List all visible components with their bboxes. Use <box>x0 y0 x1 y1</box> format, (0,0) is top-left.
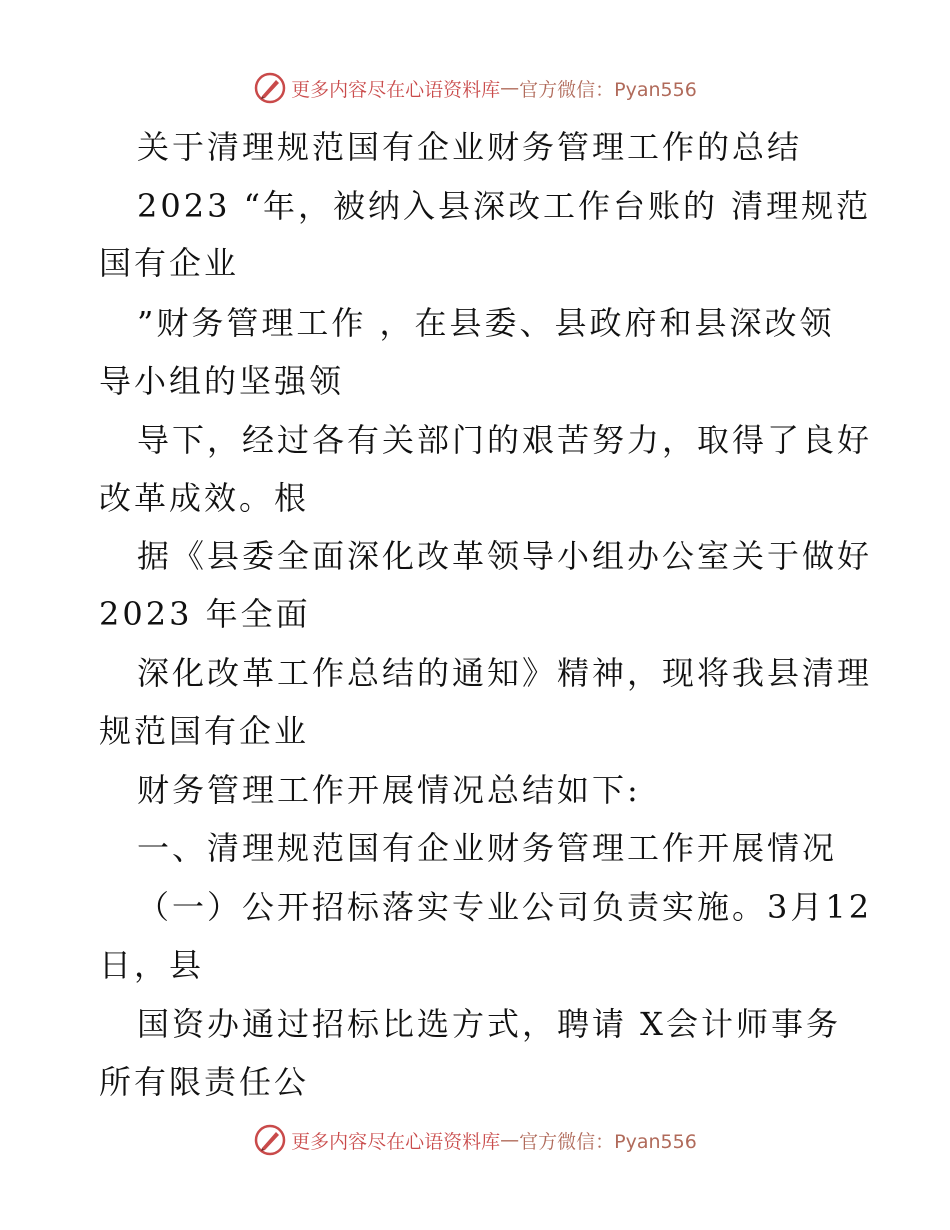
text-line: 财务管理工作开展情况总结如下: <box>137 771 641 809</box>
section-heading: 一、清理规范国有企业财务管理工作开展情况 <box>137 829 838 867</box>
text-line: 导小组的坚强领 <box>99 362 345 400</box>
text-line: 2023 “年，被纳入县深改工作台账的 清理规范 <box>137 187 872 225</box>
text-line: 据《县委全面深化改革领导小组办公室关于做好 <box>137 537 873 575</box>
text-line: 规范国有企业 <box>99 712 310 750</box>
banner-separator: — <box>500 77 520 99</box>
text-line: 日，县 <box>99 946 205 984</box>
text-line: 国有企业 <box>99 244 240 282</box>
banner-brand-text: 更多内容尽在心语资料库 <box>291 1130 501 1153</box>
text-line: 导下，经过各有关部门的艰苦努力，取得了良好 <box>137 421 873 459</box>
document-title: 关于清理规范国有企业财务管理工作的总结 <box>137 128 803 166</box>
subsection-heading: （一）公开招标落实专业公司负责实施。3月12 <box>137 888 873 926</box>
quill-pen-logo-icon <box>253 1123 287 1157</box>
banner-brand-text: 更多内容尽在心语资料库 <box>291 78 501 101</box>
text-line: ”财务管理工作 ，在县委、县政府和县深改领 <box>137 304 835 342</box>
text-line: 所有限责任公 <box>99 1063 310 1101</box>
text-line: 2023 年全面 <box>99 595 311 633</box>
footer-watermark-banner <box>0 1120 950 1160</box>
banner-separator: — <box>500 1129 520 1151</box>
banner-contact-text: 官方微信：Pyan556 <box>519 1130 697 1153</box>
text-line: 改革成效。根 <box>99 479 310 517</box>
text-line: 国资办通过招标比选方式，聘请 X会计师事务 <box>137 1005 841 1043</box>
banner-contact-text: 官方微信：Pyan556 <box>519 78 697 101</box>
text-line: 深化改革工作总结的通知》精神，现将我县清理 <box>137 654 873 692</box>
